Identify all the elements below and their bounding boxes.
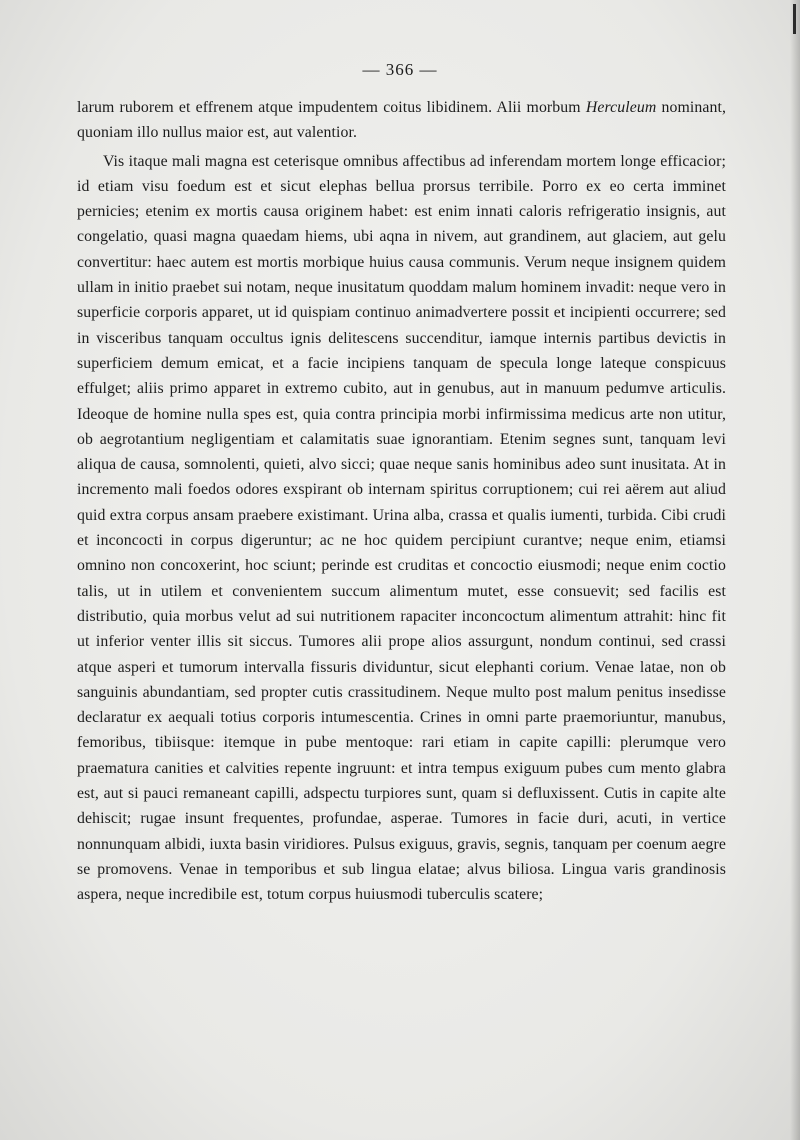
paragraph-2: Vis itaque mali magna est ceterisque omnibus affectibus ad inferendam mortem longe efficacior; id etiam visu foedum est et sicut elephas bellua prorsus terribile. Porro ex eo certa imminet pernicies; etenim ex mortis causa originem habet: est enim innati caloris refrigeratio insignis, aut congelatio, quasi magna quaedam hiems, ubi aqna in nivem, aut grandinem, aut glaciem, aut gelu convertitur: haec autem est mortis morbique huius causa communis. Verum neque insignem quidem ullam in initio praebet sui notam, neque inusitatum quoddam malum hominem invadit: neque vero in superficie corporis apparet, ut id quispiam continuo animadvertere possit et incipienti occurrere; sed in visceribus tanquam occultus ignis delitescens succenditur, iamque internis partibus devictis in superficiem demum emicat, et a facie incipiens tanquam de specula longe lateque conspicuus effulget; aliis primo apparet in extremo cubito, aut in genubus, aut in manuum pedumve articulis. Ideoque de homine nulla spes est, quia contra principia morbi infirmissima medicus arte non utitur, ob aegrotantium negligentiam et calamitatis suae ignorantiam. Etenim segnes sunt, tanquam levi aliqua de causa, somnolenti, quieti, alvo sicci; quae neque sanis hominibus adeo sunt inusitata. At in incremento mali foedos odores exspirant ob internam spiritus corruptionem; cui rei aërem aut aliud quid extra corpus ansam praebere existimant. Urina alba, crassa et qualis iumenti, turbida. Cibi crudi et inconcocti in corpus digeruntur; ac ne hoc quidem percipiunt curantve; neque enim, etiamsi omnino non concoxerint, hoc sciunt; perinde est cruditas et concoctio eiusmodi; neque enim coctio talis, ut in utilem et convenientem succum alimentum mutet, esse consuevit; sed facilis est distributio, quia morbus velut ad sui nutritionem rapaciter inconcoctum alimentum attrahit: hinc fit ut inferior venter illis sit siccus. Tumores alii prope alios assurgunt, nondum continui, sed crassi atque asperi et tumorum intervalla fissuris dividuntur, sicut elephanti corium. Venae latae, non ob sanguinis abundantiam, sed propter cutis crassitudinem. Neque multo post malum penitus insedisse declaratur ex aequali totius corporis intumescentia. Crines in omni parte praemoriuntur, manubus, femoribus, tibiisque: itemque in pube mentoque: rari etiam in capite capilli: plerumque vero praematura canities et calvities repente ingruunt: et intra tempus exiguum pubes cum mento glabra est, aut si pauci remaneant capilli, adspectu turpiores sunt, quam si defluxissent. Cutis in capite alte dehiscit; rugae insunt frequentes, profundae, asperae. Tumores in facie duri, acuti, in vertice nonnunquam albidi, iuxta basin viridiores. Pulsus exiguus, gravis, segnis, tanquam per coenum aegre se promovens. Venae in temporibus et sub lingua elatae; alvus biliosa. Lingua varis grandinosis aspera, neque incredibile est, totum corpus huiusmodi tuberculis scatere; xyxy=(77,152,726,904)
paragraph-1 xyxy=(77,95,726,146)
page-edge-shadow xyxy=(790,0,800,1140)
paragraph-1-italic-term: Herculeum xyxy=(585,99,657,116)
page-number: — 366 — xyxy=(362,60,438,79)
paragraph-1-text-start: larum ruborem et effrenem atque impudentem coitus libidinem. Alii morbum xyxy=(77,99,586,116)
page-edge-mark xyxy=(793,4,796,34)
body-text xyxy=(77,95,726,908)
paragraph-1-text-end: nominant, quoniam illo nullus maior est, aut valentior. xyxy=(77,99,726,142)
